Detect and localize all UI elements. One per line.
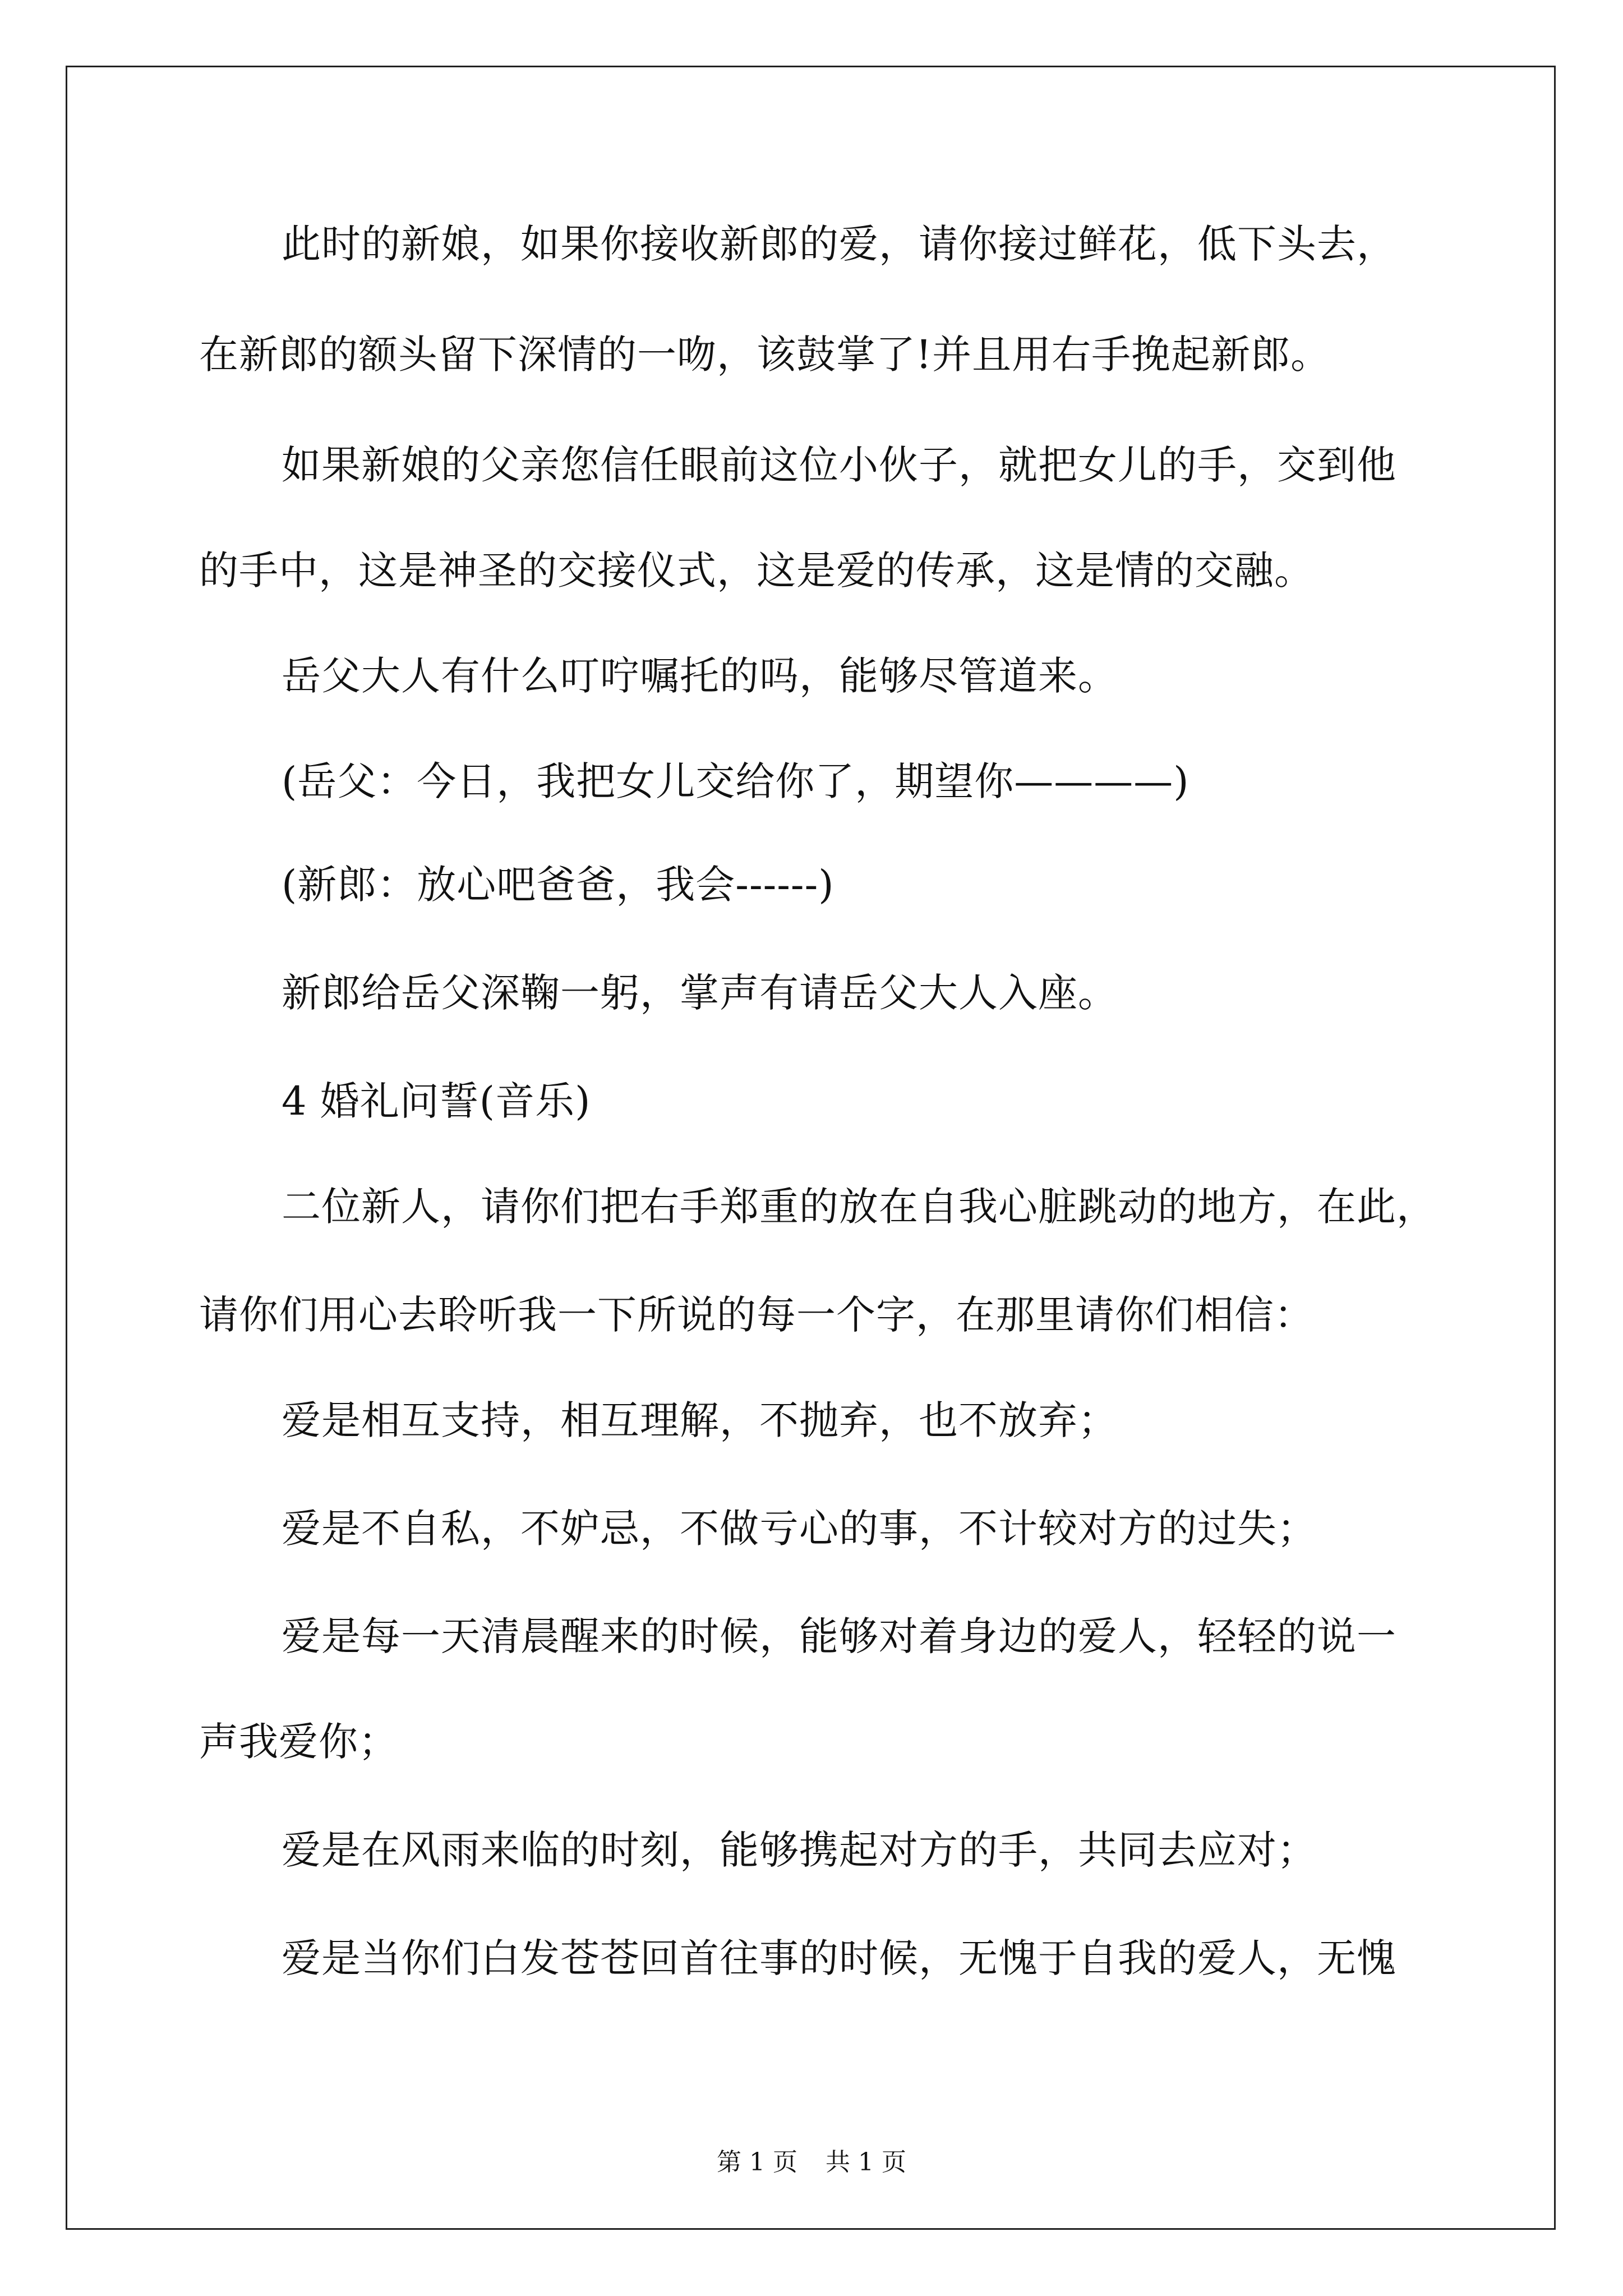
- paragraph-line: (新郎：放心吧爸爸，我会------): [282, 862, 834, 908]
- paragraph-line: 如果新娘的父亲您信任眼前这位小伙子，就把女儿的手，交到他: [282, 442, 1396, 488]
- paragraph-line: (岳父：今日，我把女儿交给你了，期望你————): [282, 758, 1189, 804]
- page-border: [66, 66, 1556, 2230]
- paragraph-line: 爱是当你们白发苍苍回首往事的时候，无愧于自我的爱人，无愧: [282, 1935, 1396, 1981]
- paragraph-line: 声我爱你；: [199, 1719, 398, 1765]
- paragraph-line: 在新郎的额头留下深情的一吻，该鼓掌了!并且用右手挽起新郎。: [199, 332, 1331, 378]
- paragraph-line: 爱是不自私，不妒忌，不做亏心的事，不计较对方的过失；: [282, 1506, 1317, 1552]
- paragraph-line: 爱是相互支持，相互理解，不抛弃，也不放弃；: [282, 1397, 1118, 1443]
- page-total: 共 1 页: [826, 2148, 906, 2177]
- paragraph-line: 此时的新娘，如果你接收新郎的爱，请你接过鲜花，低下头去，: [282, 221, 1396, 267]
- paragraph-line: 岳父大人有什么叮咛嘱托的吗，能够尽管道来。: [282, 653, 1118, 699]
- paragraph-line: 爱是每一天清晨醒来的时候，能够对着身边的爱人，轻轻的说一: [282, 1613, 1396, 1659]
- paragraph-line: 请你们用心去聆听我一下所说的每一个字，在那里请你们相信：: [199, 1292, 1314, 1338]
- page-number: 第 1 页: [717, 2148, 797, 2177]
- page-footer: [0, 2147, 1623, 2178]
- paragraph-line: 新郎给岳父深鞠一躬，掌声有请岳父大人入座。: [282, 970, 1118, 1016]
- section-heading: 4 婚礼问誓(音乐): [282, 1078, 591, 1124]
- paragraph-line: 二位新人，请你们把右手郑重的放在自我心脏跳动的地方，在此，: [282, 1184, 1436, 1230]
- paragraph-line: 爱是在风雨来临的时刻，能够携起对方的手，共同去应对；: [282, 1827, 1317, 1873]
- paragraph-line: 的手中，这是神圣的交接仪式，这是爱的传承，这是情的交融。: [199, 547, 1314, 593]
